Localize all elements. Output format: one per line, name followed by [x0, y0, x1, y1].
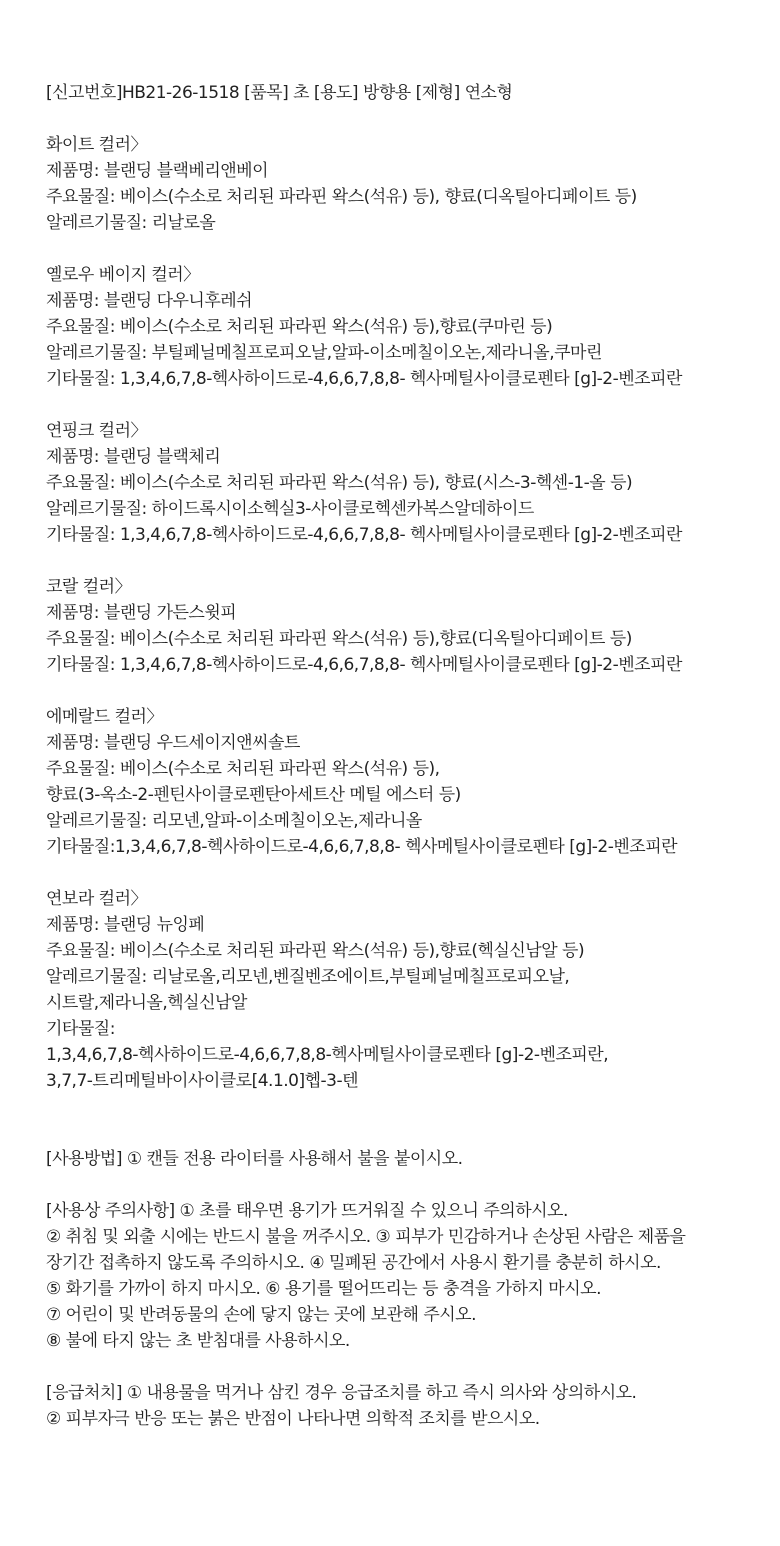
allergens: 알레르기물질: 리날로올,리모넨,벤질벤조에이트,부틸페닐메칠프로피오날,: [46, 967, 570, 987]
other-substances: 1,3,4,6,7,8-헥사하이드로-4,6,6,7,8,8-헥사메틸사이클로펜타 [g]-2-벤조피란,: [46, 1045, 609, 1065]
color-section-coral: [46, 574, 746, 678]
product-name: 제품명: 블랜딩 우드세이지앤씨솔트: [46, 733, 300, 753]
product-name: 제품명: 블랜딩 뉴잉페: [46, 915, 205, 935]
product-name: 제품명: 블랜딩 다우니후레쉬: [46, 291, 253, 311]
product-name: 제품명: 블랜딩 블랙베리앤베이: [46, 161, 269, 181]
product-name: 제품명: 블랜딩 가든스윗피: [46, 603, 237, 623]
color-section-light-purple: [46, 886, 746, 1094]
product-label-document: [46, 80, 746, 1432]
main-ingredients: 주요물질: 베이스(수소로 처리된 파라핀 왁스(석유) 등),: [46, 759, 440, 779]
main-ingredients: 주요물질: 베이스(수소로 처리된 파라핀 왁스(석유) 등),향료(헥실신남알 등): [46, 941, 585, 961]
allergens: 알레르기물질: 부틸페닐메칠프로피오날,알파-이소메칠이오논,제라니올,쿠마린: [46, 343, 602, 363]
first-aid-line: [응급처치] ① 내용물을 먹거나 삼킨 경우 응급조치를 하고 즉시 의사와 상의하시오.: [46, 1383, 637, 1403]
color-section-white: [46, 132, 746, 236]
section-title: 옐로우 베이지 컬러〉: [46, 265, 200, 285]
caution-line: 장기간 접촉하지 않도록 주의하시오. ④ 밀폐된 공간에서 사용시 환기를 충분히 하시오.: [46, 1253, 661, 1273]
color-section-yellow-beige: [46, 262, 746, 392]
caution-line: ⑦ 어린이 및 반려동물의 손에 닿지 않는 곳에 보관해 주시오.: [46, 1305, 476, 1325]
product-name: 제품명: 블랜딩 블랙체리: [46, 447, 221, 467]
caution-line: [사용상 주의사항] ① 초를 태우면 용기가 뜨거워질 수 있으니 주의하시오.: [46, 1201, 568, 1221]
main-ingredients: 주요물질: 베이스(수소로 처리된 파라핀 왁스(석유) 등), 향료(시스-3-헥센-1-올 등): [46, 473, 633, 493]
color-section-light-pink: [46, 418, 746, 548]
other-substances: 기타물질: 1,3,4,6,7,8-헥사하이드로-4,6,6,7,8,8- 헥사메틸사이클로펜타 [g]-2-벤조피란: [46, 655, 682, 675]
other-substances: 기타물질:1,3,4,6,7,8-헥사하이드로-4,6,6,7,8,8- 헥사메틸사이클로펜타 [g]-2-벤조피란: [46, 837, 678, 857]
main-ingredients: 주요물질: 베이스(수소로 처리된 파라핀 왁스(석유) 등),향료(쿠마린 등): [46, 317, 553, 337]
allergens-continued: 시트랄,제라니올,헥실신남알: [46, 993, 247, 1013]
main-ingredients-fragrance: 향료(3-옥소-2-펜틴사이클로펜탄아세트산 메틸 에스터 등): [46, 785, 461, 805]
first-aid-section: [46, 1380, 746, 1432]
caution-line: ② 취침 및 외출 시에는 반드시 불을 꺼주시오. ③ 피부가 민감하거나 손상된 사람은 제품을: [46, 1227, 686, 1247]
section-title: 화이트 컬러〉: [46, 135, 148, 155]
first-aid-line: ② 피부자극 반응 또는 붉은 반점이 나타나면 의학적 조치를 받으시오.: [46, 1409, 540, 1429]
cautions-section: [46, 1198, 746, 1354]
section-title: 연보라 컬러〉: [46, 889, 148, 909]
section-title: 에메랄드 컬러〉: [46, 707, 163, 727]
main-ingredients: 주요물질: 베이스(수소로 처리된 파라핀 왁스(석유) 등),향료(디옥틸아디페이트 등): [46, 629, 632, 649]
registration-header: [신고번호]HB21-26-1518 [품목] 초 [용도] 방향용 [제형] 연소형: [46, 83, 513, 103]
caution-line: ⑧ 불에 타지 않는 초 받침대를 사용하시오.: [46, 1331, 350, 1351]
section-title: 연핑크 컬러〉: [46, 421, 148, 441]
caution-line: ⑤ 화기를 가까이 하지 마시오. ⑥ 용기를 떨어뜨리는 등 충격을 가하지 마시오.: [46, 1279, 601, 1299]
main-ingredients: 주요물질: 베이스(수소로 처리된 파라핀 왁스(석유) 등), 향료(디옥틸아디페이트 등): [46, 187, 637, 207]
other-substances-continued: 3,7,7-트리메틸바이사이클로[4.1.0]헵-3-텐: [46, 1071, 359, 1091]
section-title: 코랄 컬러〉: [46, 577, 132, 597]
allergens: 알레르기물질: 리날로올: [46, 213, 216, 233]
allergens: 알레르기물질: 하이드록시이소헥실3-사이클로헥센카복스알데하이드: [46, 499, 534, 519]
color-section-emerald: [46, 704, 746, 860]
other-substances: 기타물질: 1,3,4,6,7,8-헥사하이드로-4,6,6,7,8,8- 헥사메틸사이클로펜타 [g]-2-벤조피란: [46, 525, 682, 545]
other-substances: 기타물질: 1,3,4,6,7,8-헥사하이드로-4,6,6,7,8,8- 헥사메틸사이클로펜타 [g]-2-벤조피란: [46, 369, 682, 389]
usage-instructions: [사용방법] ① 캔들 전용 라이터를 사용해서 불을 붙이시오.: [46, 1149, 463, 1169]
allergens: 알레르기물질: 리모넨,알파-이소메칠이오논,제라니올: [46, 811, 422, 831]
other-substances-label: 기타물질:: [46, 1019, 115, 1039]
